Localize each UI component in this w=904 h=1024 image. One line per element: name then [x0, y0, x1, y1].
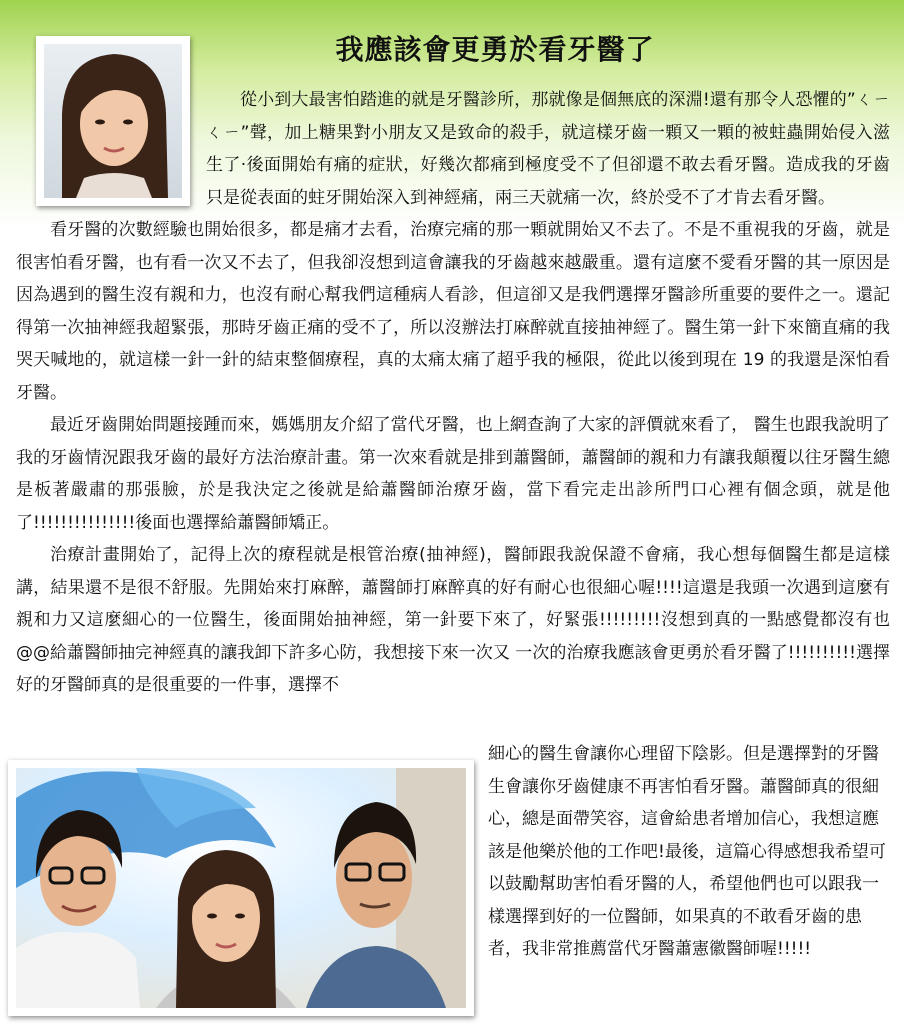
- paragraph-1: 從小到大最害怕踏進的就是牙醫診所，那就像是個無底的深淵!還有那令人恐懼的”ㄑㄧㄑㄧ”聲，加上糖果對小朋友又是致命的殺手，就這樣牙齒一顆又一顆的被蛀蟲開始侵入滋生了‧後面開始有痛的症狀，好幾次都痛到極度受不了但卻還不敢去看牙醫。造成我的牙齒只是從表面的蛀牙開始深入到神經痛，兩三天就痛一次，終於受不了才肯去看牙醫。: [206, 90, 890, 208]
- paragraph-2: 看牙醫的次數經驗也開始很多，都是痛才去看，治療完痛的那一顆就開始又不去了。不是不重視我的牙齒，就是很害怕看牙醫，也有看一次又不去了，但我卻沒想到這會讓我的牙齒越來越嚴重。還有這麼不愛看牙醫的其一原因是因為遇到的醫生沒有親和力，也沒有耐心幫我們這種病人看診，但這卻又是我們選擇牙醫診所重要的要件之一。還記得第一次抽神經我超緊張，那時牙齒正痛的受不了，所以沒辦法打麻醉就直接抽神經了。醫生第一針下來簡直痛的我哭天喊地的，就這樣一針一針的結束整個療程，真的太痛太痛了超乎我的極限，從此以後到現在 19 的我還是深怕看牙醫。: [16, 220, 890, 403]
- group-photo-image: [16, 768, 466, 1008]
- paragraph-3: 最近牙齒開始問題接踵而來，媽媽朋友介紹了當代牙醫，也上網查詢了大家的評價就來看了， 醫生也跟我說明了我的牙齒情況跟我牙齒的最好方法治療計畫。第一次來看就是排到蕭醫師，蕭醫師的親和力有讓我顛覆以往牙醫生總是板著嚴肅的那張臉，於是我決定之後就是給蕭醫師治療牙齒，當下看完走出診所門口心裡有個念頭，就是他了!!!!!!!!!!!!!!!後面也選擇給蕭醫師矯正。: [16, 415, 890, 533]
- closing-paragraph: 細心的醫生會讓你心理留下陰影。但是選擇對的牙醫生會讓你牙齒健康不再害怕看牙醫。蕭醫師真的很細心，總是面帶笑容，這會給患者增加信心，我想這應該是他樂於他的工作吧!最後，這篇心得感想我希望可以鼓勵幫助害怕看牙醫的人，希望他們也可以跟我一樣選擇到好的一位醫師，如果真的不敢看牙齒的患者，我非常推薦當代牙醫蕭憲徽醫師喔!!!!!: [488, 744, 886, 959]
- page-title: 我應該會更勇於看牙醫了: [335, 33, 655, 66]
- article-body: [16, 84, 890, 702]
- article-closing: [488, 738, 892, 966]
- group-photo: [8, 760, 474, 1016]
- paragraph-4: 治療計畫開始了，記得上次的療程就是根管治療(抽神經)，醫師跟我說保證不會痛，我心想每個醫生都是這樣講，結果還不是很不舒服。先開始來打麻醉，蕭醫師打麻醉真的好有耐心也很細心喔!!!!這還是我頭一次遇到這麼有親和力又這麼細心的一位醫生，後面開始抽神經，第一針要下來了，好緊張!!!!!!!!!沒想到真的一點感覺都沒有也@@給蕭醫師抽完神經真的讓我卸下許多心防，我想接下來一次又 一次的治療我應該會更勇於看牙醫了!!!!!!!!!!選擇好的牙醫師真的是很重要的一件事，選擇不: [16, 545, 890, 695]
